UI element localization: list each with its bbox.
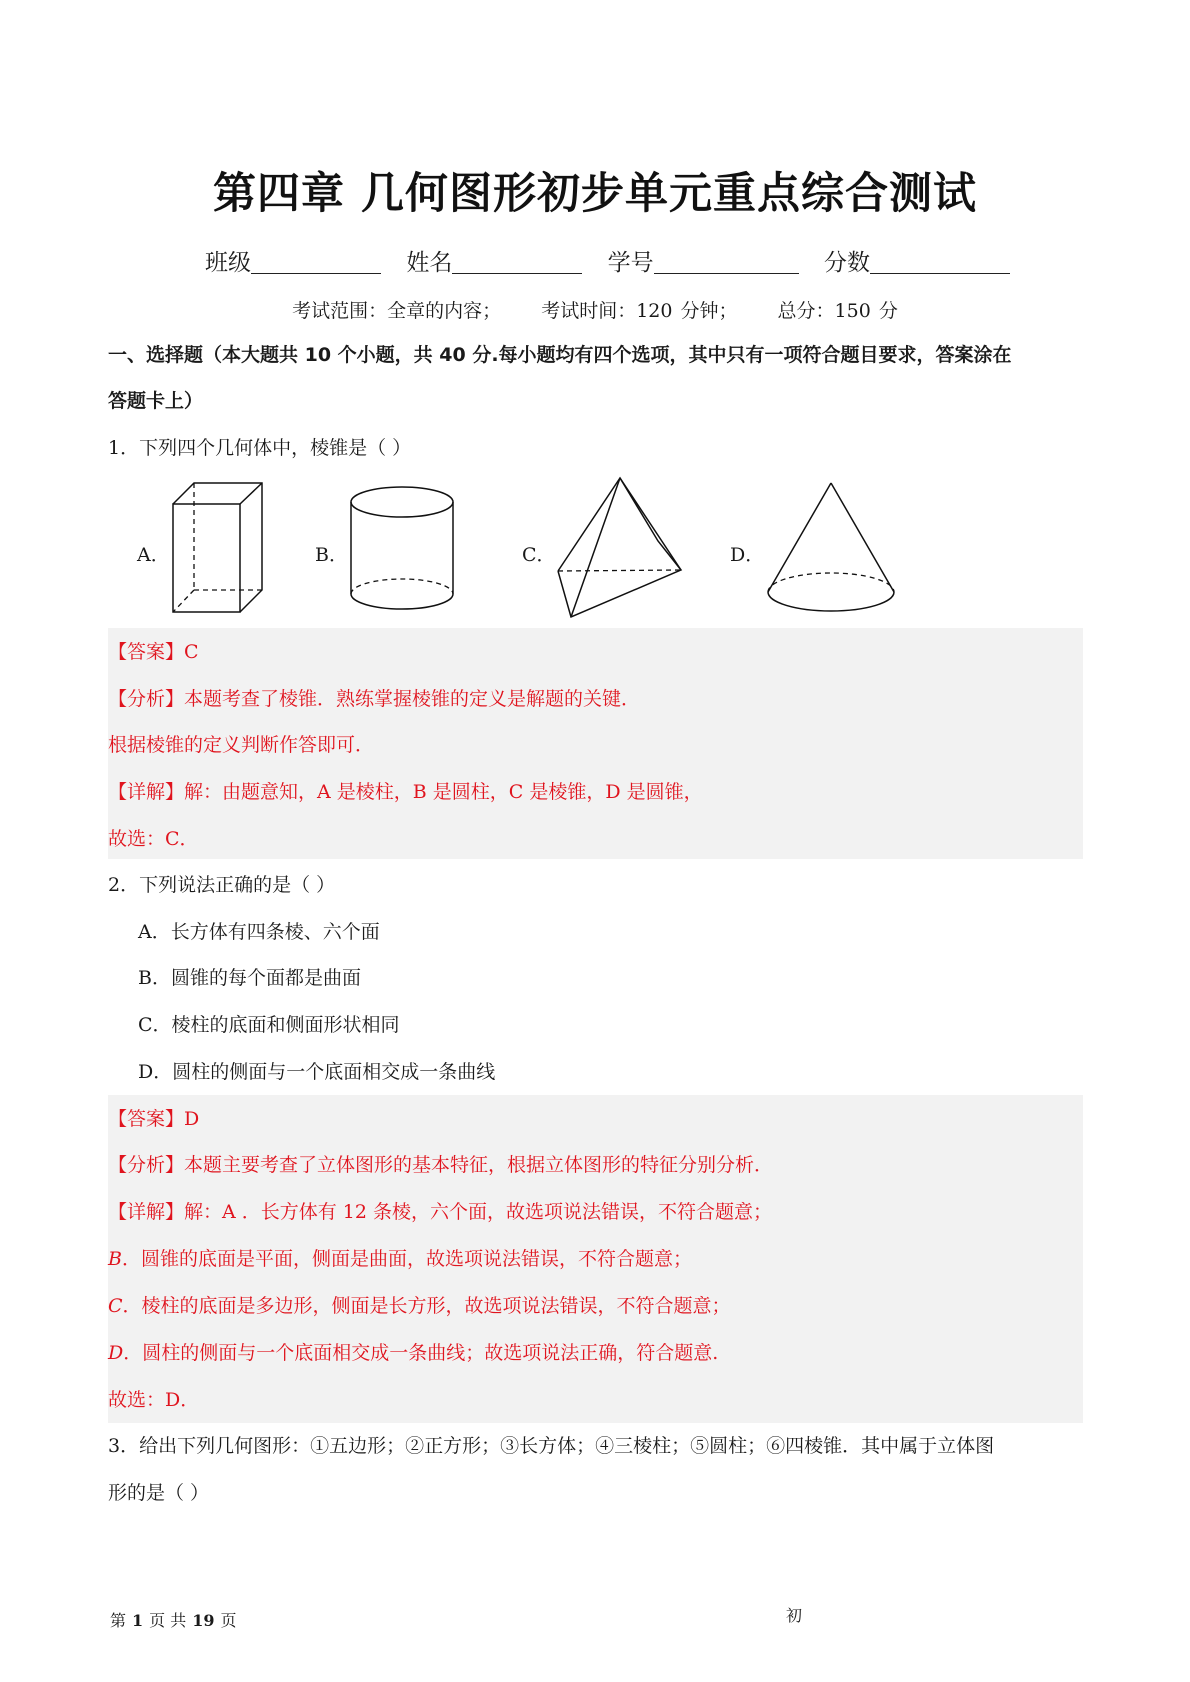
figure-label-d: D．	[730, 544, 765, 566]
q2-detail-d	[108, 1341, 718, 1365]
class-label: 班级	[205, 250, 251, 276]
student-id-blank	[654, 249, 799, 274]
cylinder-figure	[348, 484, 458, 614]
page-current: 1	[132, 1611, 144, 1630]
class-blank	[251, 249, 381, 274]
section-heading-1: 一、选择题（本大题共 10 个小题，共 40 分.每小题均有四个选项，其中只有一项符合题目要求，答案涂在	[108, 344, 1012, 366]
q1-analysis: 【分析】本题考查了棱锥．熟练掌握棱锥的定义是解题的关键．	[108, 688, 641, 710]
q2-answer: 【答案】D	[108, 1108, 200, 1130]
page-total: 19	[192, 1611, 215, 1630]
exam-meta	[0, 296, 1190, 323]
q2-detail-c-text: ．棱柱的底面是多边形，侧面是长方形，故选项说法错误，不符合题意；	[122, 1295, 731, 1317]
page-number	[110, 1608, 237, 1631]
q2-detail-c	[108, 1294, 731, 1318]
section-heading-2: 答题卡上）	[108, 390, 204, 412]
q3-stem: 3．给出下列几何图形：①五边形；②正方形；③长方体；④三棱柱；⑤圆柱；⑥四棱锥．其中属于立体图	[108, 1435, 995, 1457]
q2-option-c: C．棱柱的底面和侧面形状相同	[138, 1014, 400, 1036]
q2-detail-b-text: ．圆锥的底面是平面，侧面是曲面，故选项说法错误，不符合题意；	[121, 1248, 692, 1270]
score-blank	[870, 249, 1010, 274]
q2-option-d: D．圆柱的侧面与一个底面相交成一条曲线	[138, 1061, 496, 1083]
q1-conclusion: 故选：C．	[108, 828, 199, 850]
page-prefix: 第	[110, 1611, 127, 1630]
cuboid-figure	[170, 480, 270, 615]
figure-label-a: A．	[137, 544, 170, 566]
page-title: 第四章 几何图形初步单元重点综合测试	[213, 169, 977, 219]
exam-time: 考试时间：120 分钟；	[541, 300, 738, 322]
q1-analysis-2: 根据棱锥的定义判断作答即可．	[108, 734, 375, 756]
q3-stem-2: 形的是（ ）	[108, 1482, 210, 1504]
q2-detail-a: 【详解】解：A ．长方体有 12 条棱，六个面，故选项说法错误，不符合题意；	[108, 1201, 773, 1223]
q2-detail-b	[108, 1247, 692, 1271]
cone-figure	[765, 480, 900, 620]
q2-analysis: 【分析】本题主要考查了立体图形的基本特征，根据立体图形的特征分别分析．	[108, 1154, 774, 1176]
figure-label-b: B．	[315, 544, 348, 566]
q2-option-a: A．长方体有四条棱、六个面	[138, 921, 380, 943]
student-info-line	[205, 244, 1010, 277]
page-suffix: 页	[220, 1611, 237, 1630]
page-mid: 页 共	[149, 1611, 187, 1630]
q2-conclusion: 故选：D．	[108, 1389, 200, 1411]
footer-mark: 初	[786, 1606, 803, 1625]
score-label: 分数	[823, 250, 870, 276]
q1-answer: 【答案】C	[108, 641, 199, 663]
exam-total: 总分：150 分	[777, 300, 898, 322]
q2-stem: 2．下列说法正确的是（ ）	[108, 874, 336, 896]
name-label: 姓名	[406, 250, 453, 276]
q2-detail-b-letter: B	[108, 1248, 122, 1270]
q2-detail-d-letter: D	[108, 1342, 124, 1364]
q2-option-b: B．圆锥的每个面都是曲面	[138, 967, 361, 989]
q2-detail-c-letter: C	[108, 1295, 123, 1317]
name-blank	[452, 249, 582, 274]
figure-label-c: C．	[522, 544, 556, 566]
q1-detail: 【详解】解：由题意知，A 是棱柱，B 是圆柱，C 是棱锥，D 是圆锥，	[108, 781, 703, 803]
pyramid-figure	[555, 475, 685, 625]
q1-stem: 1．下列四个几何体中，棱锥是（ ）	[108, 437, 412, 459]
q2-detail-d-text: ．圆柱的侧面与一个底面相交成一条曲线；故选项说法正确，符合题意.	[123, 1342, 719, 1364]
exam-range: 考试范围：全章的内容；	[292, 300, 502, 322]
student-id-label: 学号	[607, 250, 654, 276]
